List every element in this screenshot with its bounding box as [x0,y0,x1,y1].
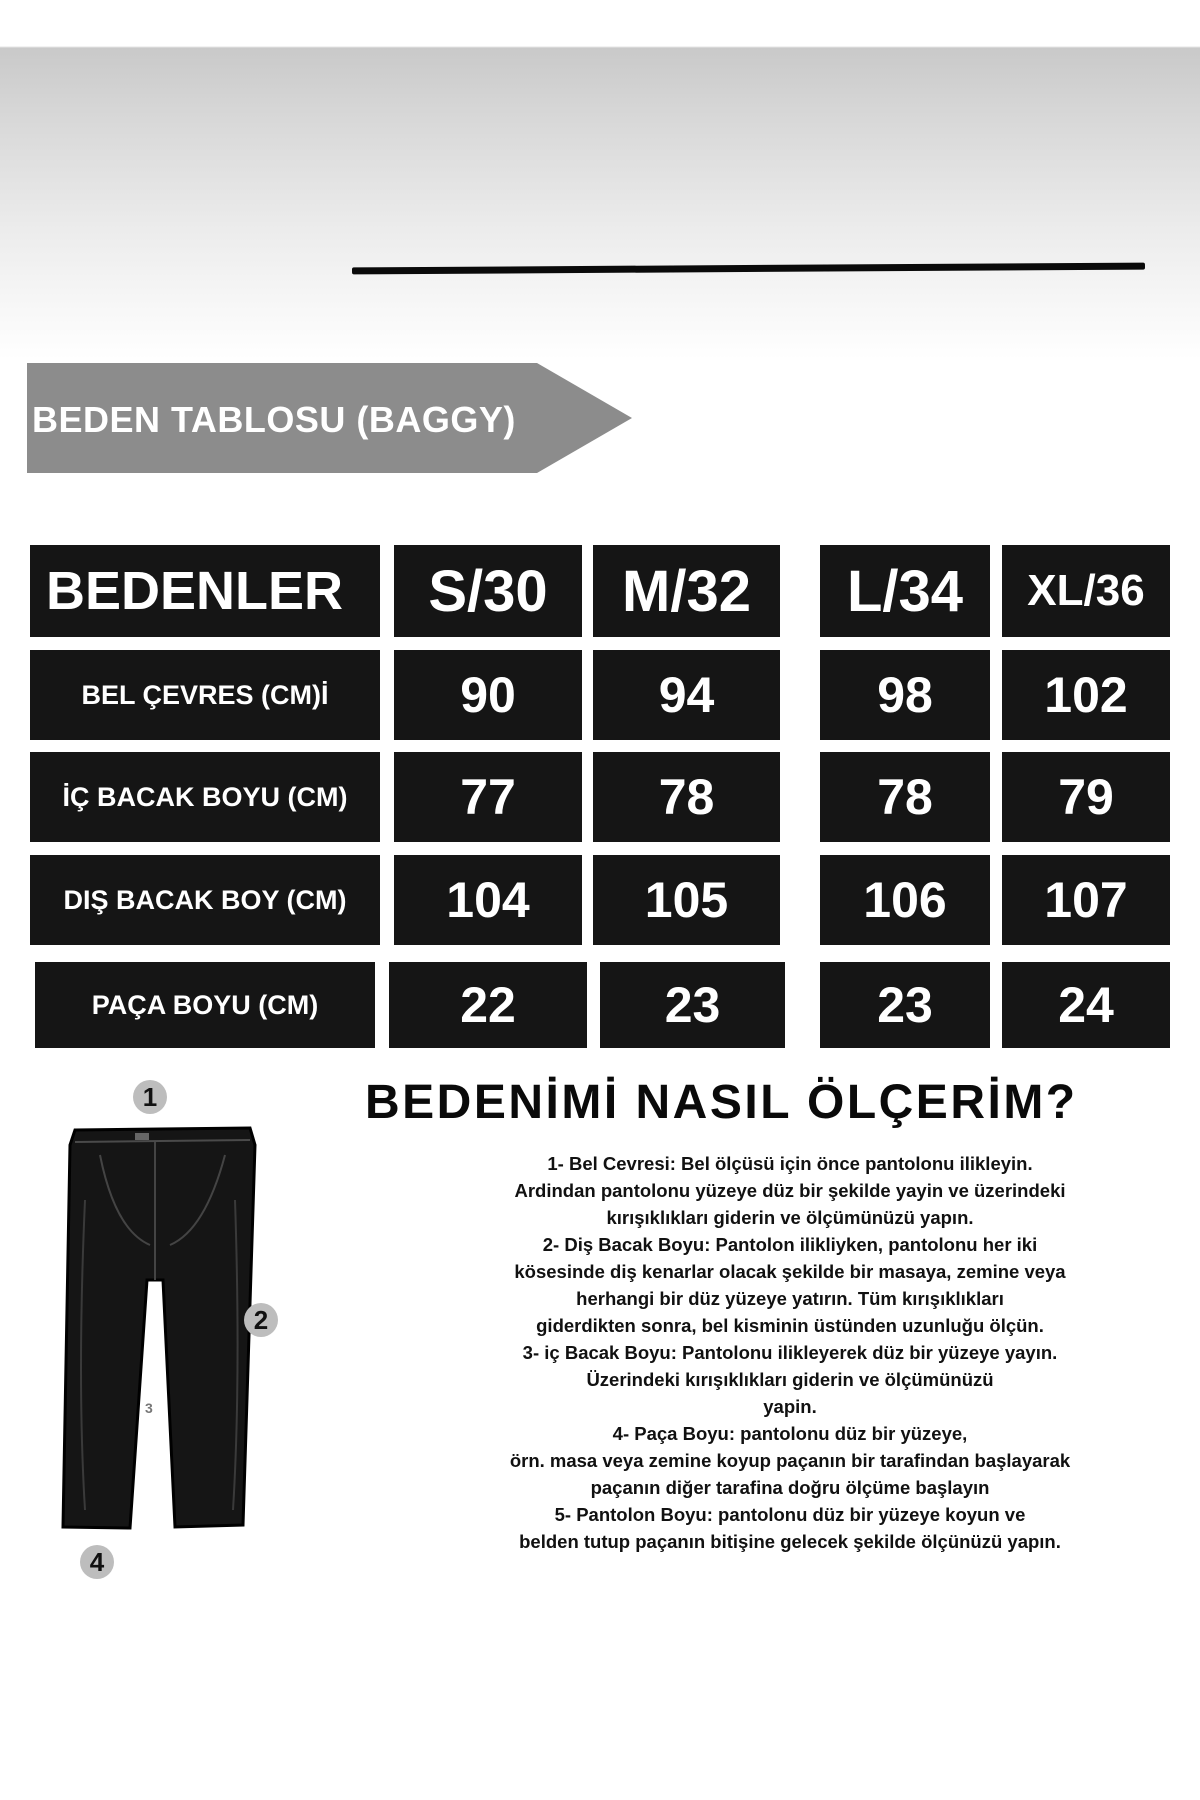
instruction-line: herhangi bir düz yüzeye yatırın. Tüm kırışıklıkları [576,1288,1004,1309]
top-gradient-background [0,0,1200,360]
measurement-value-cell: 102 [1002,650,1170,740]
measurement-value-cell: 106 [820,855,990,945]
pants-illustration [55,1080,315,1590]
instruction-line: 5- Pantolon Boyu: pantolonu düz bir yüzeye koyun ve [554,1504,1026,1525]
size-header-cell: M/32 [593,545,780,637]
measurement-value-cell: 107 [1002,855,1170,945]
title-banner [27,363,632,473]
marker-1: 1 [133,1080,167,1114]
instruction-line: 2- Diş Bacak Boyu: Pantolon ilikliyken, pantolonu her iki [542,1234,1038,1255]
instruction-line: 3- iç Bacak Boyu: Pantolonu ilikleyerek düz bir yüzeye yayın. [522,1342,1058,1363]
measurement-value-cell: 23 [600,962,785,1048]
measurement-value-cell: 79 [1002,752,1170,842]
instruction-line: belden tutup paçanın bitişine gelecek şekilde ölçünüzü yapın. [519,1531,1061,1552]
measurement-value-cell: 78 [593,752,780,842]
instruction-line: 1- Bel Cevresi: Bel ölçüsü için önce pantolonu ilikleyin. [547,1153,1033,1174]
instruction-line: kösesinde diş kenarlar olacak şekilde bir masaya, zemine veya [514,1261,1066,1282]
row-label-cell: BEL ÇEVRES (CM)İ [30,650,380,740]
size-chart-title: BEDEN TABLOSU (BAGGY) [32,399,516,440]
row-label-cell: İÇ BACAK BOYU (CM) [30,752,380,842]
instruction-line: paçanın diğer tarafina doğru ölçüme başlayın [590,1477,990,1498]
size-header-cell: L/34 [820,545,990,637]
instruction-line: Üzerindeki kırışıklıkları giderin ve ölçümünüzü [586,1369,994,1390]
measurement-value-cell: 94 [593,650,780,740]
measurement-value-cell: 24 [1002,962,1170,1048]
instruction-line: 4- Paça Boyu: pantolonu düz bir yüzeye, [612,1423,968,1444]
how-to-measure-title: BEDENİMİ NASIL ÖLÇERİM? [365,1076,1078,1129]
measurement-value-cell: 104 [394,855,582,945]
instruction-line: örn. masa veya zemine koyup paçanın bir tarafindan başlayarak [509,1450,1071,1471]
instruction-line: kırışıklıkları giderin ve ölçümünüzü yapın. [606,1207,974,1228]
pants-icon [55,1080,315,1590]
marker-4: 4 [80,1545,114,1579]
row-label-cell: DIŞ BACAK BOY (CM) [30,855,380,945]
measuring-instructions [400,1150,1180,1555]
row-label-cell: PAÇA BOYU (CM) [35,962,375,1048]
measurement-value-cell: 105 [593,855,780,945]
measurement-value-cell: 98 [820,650,990,740]
instruction-line: giderdikten sonra, bel kisminin üstünden uzunluğu ölçün. [536,1315,1044,1336]
measurement-value-cell: 23 [820,962,990,1048]
size-header-cell: S/30 [394,545,582,637]
header-label-cell: BEDENLER [30,545,380,637]
marker-2: 2 [244,1303,278,1337]
measurement-value-cell: 78 [820,752,990,842]
size-header-cell: XL/36 [1002,545,1170,637]
measurement-value-cell: 77 [394,752,582,842]
instruction-line: yapin. [763,1396,817,1417]
measurement-value-cell: 90 [394,650,582,740]
marker-3: 3 [145,1400,153,1416]
instruction-line: Ardindan pantolonu yüzeye düz bir şekilde yayin ve üzerindeki [514,1180,1066,1201]
measurement-value-cell: 22 [389,962,587,1048]
